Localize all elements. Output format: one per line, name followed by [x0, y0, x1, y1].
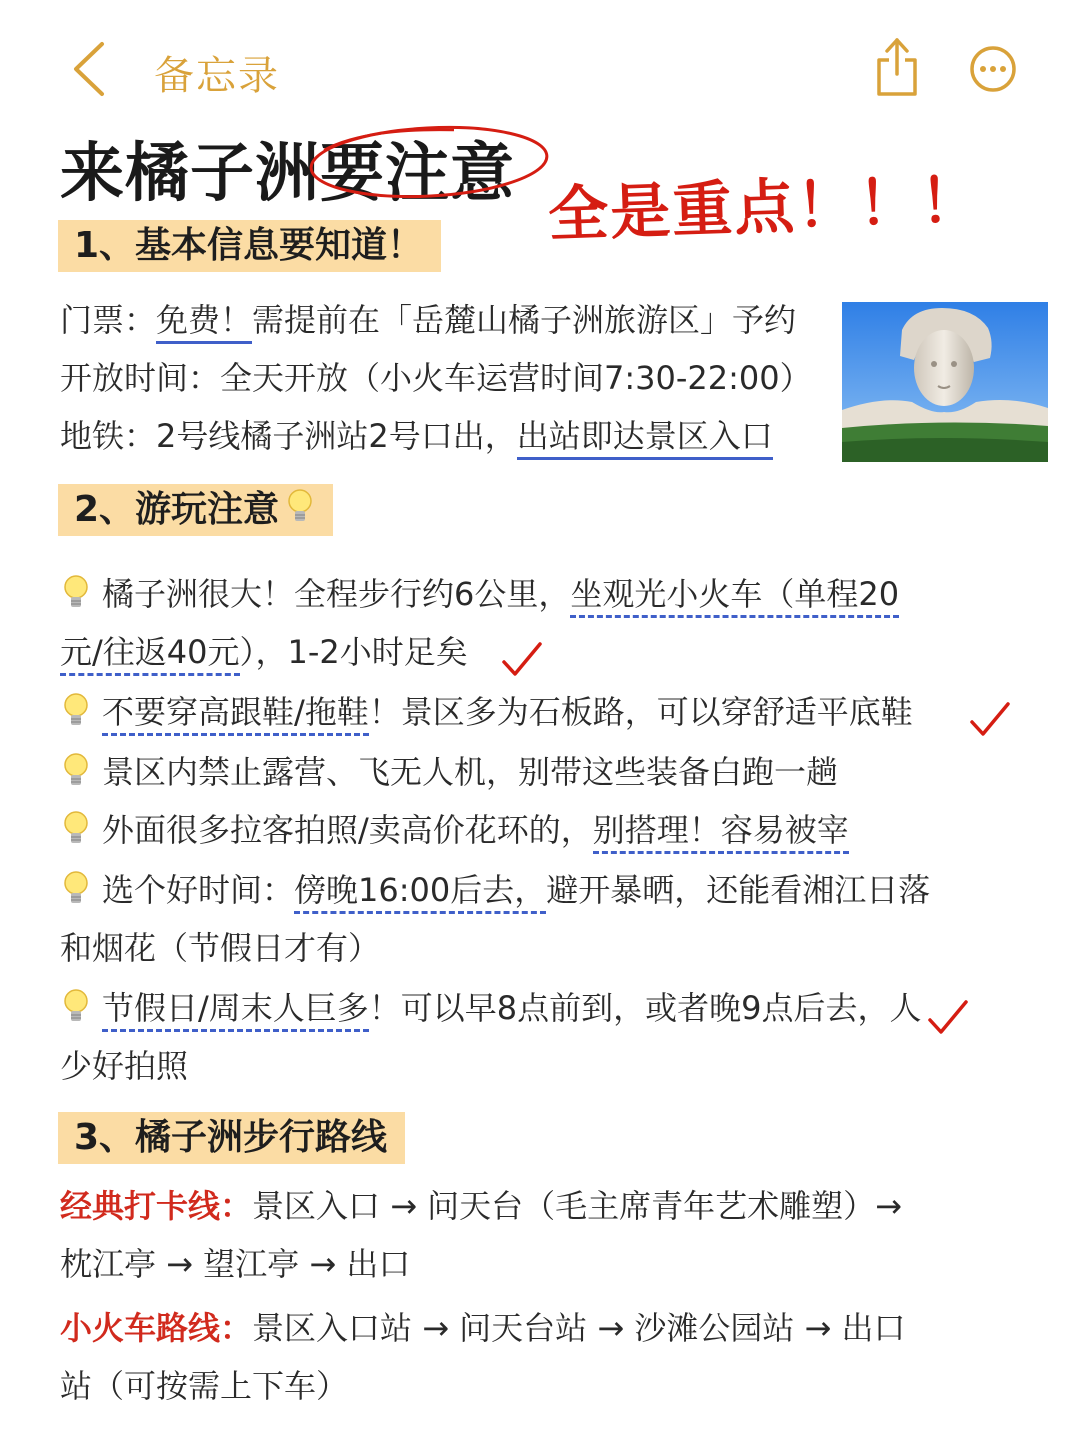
metro-highlight: 出站即达景区入口	[517, 417, 773, 460]
metro-info: 地铁：2号线橘子洲站2号口出，	[60, 417, 517, 455]
tip-4-highlight: 别搭理！容易被宰	[593, 811, 849, 854]
lightbulb-icon	[60, 809, 92, 849]
tip-4-text: 外面很多拉客拍照/卖高价花环的，	[102, 811, 593, 849]
tip-5-line-1	[60, 868, 930, 912]
tip-2-line	[60, 690, 913, 734]
route-train-line-2: 站（可按需上下车）	[60, 1367, 349, 1405]
share-icon[interactable]	[872, 36, 922, 98]
route-train-line-1	[60, 1306, 906, 1350]
ticket-free: 免费！	[156, 301, 252, 344]
lightbulb-icon	[60, 573, 92, 613]
title-circled-text: 要注意	[320, 137, 515, 211]
metro-line	[60, 414, 773, 458]
hours-line: 开放时间：全天开放（小火车运营时间7:30-22:00）	[60, 359, 812, 397]
red-check-icon	[926, 998, 970, 1038]
section-header-routes: 3、橘子洲步行路线	[58, 1112, 405, 1164]
section-header-basic-info: 1、基本信息要知道！	[58, 220, 441, 272]
tip-3-line	[60, 750, 838, 794]
tip-1-duration: ），1-2小时足矣	[239, 633, 468, 671]
ticket-line	[60, 298, 796, 342]
nav-bar	[0, 0, 1080, 120]
tip-1-text: 橘子洲很大！全程步行约6公里，	[102, 575, 571, 613]
tip-6-text: ！可以早8点前到，或者晚9点后去，人	[368, 989, 922, 1027]
key-points-stamp: 全是重点！！！	[547, 165, 984, 251]
statue-photo	[842, 302, 1048, 462]
route-classic-label: 经典打卡线：	[60, 1187, 253, 1225]
tip-1-train-highlight: 坐观光小火车（单程20	[570, 575, 899, 618]
lightbulb-icon	[60, 987, 92, 1027]
route-classic-line-2: 枕江亭 → 望江亭 → 出口	[60, 1245, 411, 1283]
title-prefix: 来橘子洲	[60, 137, 320, 211]
tip-6-line-2: 少好拍照	[60, 1047, 189, 1085]
tip-3-text: 景区内禁止露营、飞无人机，别带这些装备白跑一趟	[102, 753, 839, 791]
section-header-tips-label: 2、游玩注意	[74, 489, 280, 530]
lightbulb-icon	[60, 751, 92, 791]
more-icon[interactable]	[968, 44, 1018, 94]
tip-5-text: 选个好时间：	[102, 871, 295, 909]
red-check-icon	[500, 640, 544, 680]
tip-1-line-2	[60, 630, 468, 674]
tip-1-price-highlight: 元/往返40元	[60, 633, 240, 676]
title-circled	[320, 122, 515, 214]
ticket-label: 门票：	[60, 301, 157, 339]
tip-1-line-1	[60, 572, 899, 616]
lightbulb-icon	[60, 869, 92, 909]
tip-6-line-1	[60, 986, 922, 1030]
tip-5-line-2: 和烟花（节假日才有）	[60, 929, 381, 967]
lightbulb-icon	[60, 691, 92, 731]
tip-5-highlight: 傍晚16:00后去，	[294, 871, 546, 914]
tip-2-text: ！景区多为石板路，可以穿舒适平底鞋	[368, 693, 913, 731]
tip-4-line	[60, 808, 849, 852]
tip-2-highlight: 不要穿高跟鞋/拖鞋	[102, 693, 369, 736]
chevron-left-icon[interactable]	[66, 40, 116, 98]
note-title	[60, 122, 515, 214]
route-classic-line-1	[60, 1184, 902, 1228]
back-label[interactable]: 备忘录	[154, 53, 280, 99]
lightbulb-icon	[285, 487, 315, 527]
section-header-tips	[58, 484, 333, 536]
tip-6-highlight: 节假日/周末人巨多	[102, 989, 369, 1032]
tip-5-text-2: 避开暴晒，还能看湘江日落	[546, 871, 931, 909]
route-train-stops: 景区入口站 → 问天台站 → 沙滩公园站 → 出口	[252, 1309, 906, 1347]
route-classic-stops: 景区入口 → 问天台（毛主席青年艺术雕塑）→	[252, 1187, 902, 1225]
route-train-label: 小火车路线：	[60, 1309, 253, 1347]
red-check-icon	[968, 700, 1012, 740]
ticket-reservation: 需提前在「岳麓山橘子洲旅游区」予约	[252, 301, 797, 339]
